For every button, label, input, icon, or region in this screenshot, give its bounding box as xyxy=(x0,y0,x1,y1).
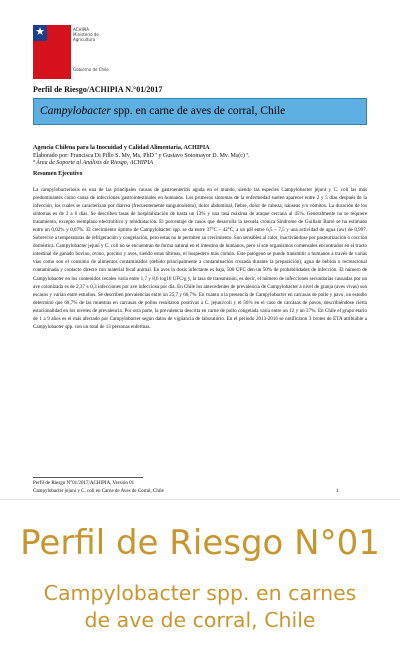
ministry-logo xyxy=(33,25,109,80)
title-box xyxy=(33,98,367,125)
abstract-paragraph: La campylobacteriosis es una de las principales causas de gastroenteritis aguda en el mundo, siendo las especies Campylobacter jejuni y C. coli las más predominantes como causa de infecciones gastrointestinales en humanos. Los primeros síntomas de la enfermedad suelen aparecer entre 2 y 5 días después de la infección, los cuales se caracterizan por diarrea (frecuentemente sanguinolenta), dolor abdominal, fiebre, dolor de cabeza, náuseas y/o vómitos. La duración de los síntomas es de 3 a 6 días. Se describen tasas de hospitalización de hasta un 13% y una tasa máxima de ataque cercana al 45%. Generalmente no se requiere tratamiento, excepto reemplazo electrolítico y rehidratación. El porcentaje de casos que desarrolla la secuela crónica Síndrome de Guillain Barré se ha estimado entre un 0,02% y 0,07%. El crecimiento óptimo de Campylobacter spp. se da entre 37°C – 42°C, a un pH entre 6,5 – 7,5 y una actividad de agua (aw) de 0,997. Sobrevive a temperaturas de refrigeración y congelación, pero estas no le permiten su crecimiento. Son sensibles al calor, inactivándose por pasteurización o cocción doméstica. Campylobacter jejuni y C. coli no se encuentran de forma natural en el intestino de humanos, pero sí son organismos comensales encontrados en el tracto intestinal de ganado bovino, ovino, porcino y aves, siendo estas últimas, el hospedero más común. Este patógeno se puede transmitir a humanos a través de varias vías como son el consumo de alimentos contaminados (debido principalmente a contaminación cruzada durante la preparación), agua de bebida o recreacional contaminada y contacto directo con material fecal animal. En aves la dosis infectante es baja, 500 UFC den un 50% de probabilidades de infección. El número de Campylobacter en los contenidos cecales varía entre 1,7 y 8,6 log10 UFC/g y, la tasa de transmisión, es decir, el número de infecciones secundarias causadas por un ave colonizada es de 2,37 ± 0,3 infecciones por ave infecciosa por día. En Chile los antecedentes de prevalencia de Campylobacter a nivel de granja (aves vivas) son escasos y varían entre estudios. Se describen prevalencias entre un 25,7 y 66,7%. En cuanto a la presencia de Campylobacter en carcasas de pollo y pavo, un estudio determinó que 68,7% de las muestras en carcasas de pollos resultaron positivas a C. jejuni/coli y el 56% en el caso de carcasas de pavos, describiéndose cierta estacionalidad en los niveles de prevalencia. Por otra parte, la prevalencia descrita en carne de pollo congelada varía entre un 12 y un 37%. En Chile el grupo etario de 1 a 9 años es el más afectado por Campylobacter según datos de vigilancia de laboratorio. En el periodo 2013-2016 se notificaron 3 brotes de ETA atribuible a Campylobacter spp. con un total de 13 personas enfermas. xyxy=(33,187,367,330)
document-reference: Perfil de Riesgo/ACHIPIA N.°01/2017 xyxy=(33,85,163,94)
agency-name: Agencia Chilena para la Inocuidad y Calidad Alimentaria, ACHIPIA xyxy=(33,145,210,151)
star-icon: ★ xyxy=(35,25,45,38)
authors-line: Elaborado por: Francisca Di Pillo S. Mv, Ms, PhD ª y Gustavo Sotomayor D. Mv. Ms(c) ª. xyxy=(33,153,250,159)
title-rest: spp. en carne de aves de corral, Chile xyxy=(110,105,286,117)
document-title xyxy=(40,105,285,117)
caption-subtitle-line: de ave de corral, Chile xyxy=(84,608,316,632)
caption-subtitle xyxy=(0,580,400,634)
caption-subtitle-line: Campylobacter spp. en carnes xyxy=(43,581,357,605)
section-heading: Resumen Ejecutivo xyxy=(33,171,83,177)
footer-title: Campylobacter jejuni y C. coli en Carne de Aves de Corral, Chile xyxy=(33,489,164,494)
logo-subtext: Gobierno de Chile xyxy=(73,67,109,72)
footer-rule xyxy=(33,477,143,478)
abstract-body xyxy=(33,186,367,476)
logo-text xyxy=(73,27,113,42)
area-line: ª Área de Soporte al Análisis de Riesgo, ACHIPIA xyxy=(33,160,154,166)
title-genus: Campylobacter xyxy=(40,105,111,117)
logo-red-band xyxy=(47,25,71,41)
logo-line: ACHIPIA xyxy=(73,27,89,32)
page-number: 1 xyxy=(336,489,339,494)
caption-title: Perfil de Riesgo N°01 xyxy=(20,523,380,563)
logo-line: Agricultura xyxy=(73,37,96,42)
logo-line: Ministerio de xyxy=(73,32,99,37)
logo-red-block xyxy=(33,41,71,79)
footer-version: Perfil de Riesgo N°01/2017/ACHIPIA, Versión 01 xyxy=(33,481,135,486)
